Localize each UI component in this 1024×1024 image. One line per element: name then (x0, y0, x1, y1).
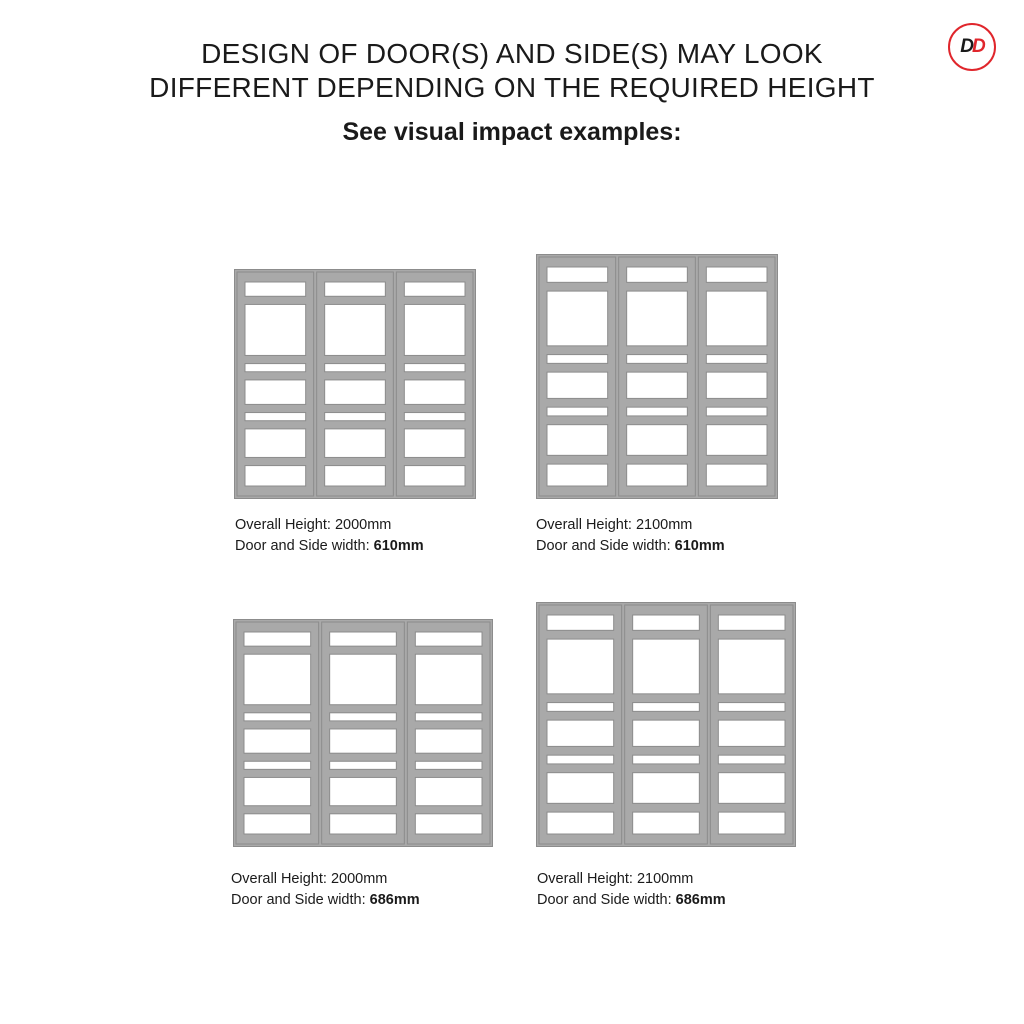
glass-pane (547, 615, 614, 630)
glass-pane (415, 654, 482, 705)
glass-pane (404, 466, 465, 486)
glass-pane (330, 632, 397, 646)
glass-pane (404, 282, 465, 296)
glass-pane (633, 755, 700, 764)
caption-height-label: Overall Height: (235, 517, 335, 533)
glass-pane (415, 632, 482, 646)
glass-pane (547, 639, 614, 694)
glass-pane (330, 713, 397, 721)
caption-height-value: 2100mm (636, 871, 694, 887)
glass-pane (706, 355, 767, 364)
glass-pane (633, 812, 700, 834)
glass-pane (718, 639, 785, 694)
glass-pane (547, 372, 608, 398)
subtitle: See visual impact examples: (342, 118, 682, 146)
brand-logo-text: DD (960, 36, 984, 57)
glass-pane (245, 413, 306, 421)
glass-pane (547, 703, 614, 712)
glass-pane (627, 372, 688, 398)
glass-pane (244, 777, 311, 805)
glass-pane (627, 407, 688, 416)
glass-pane (718, 703, 785, 712)
heading-line-2: DIFFERENT DEPENDING ON THE REQUIRED HEIGHT (149, 72, 875, 103)
glass-pane (244, 713, 311, 721)
glass-pane (718, 720, 785, 746)
caption-height-row (235, 515, 424, 536)
glass-pane (633, 615, 700, 630)
glass-pane (706, 291, 767, 346)
caption-width-value: 686mm (369, 892, 420, 908)
door-set-1 (234, 269, 476, 499)
glass-pane (244, 729, 311, 753)
glass-pane (547, 773, 614, 804)
door-set-4 (536, 602, 796, 847)
glass-pane (633, 703, 700, 712)
caption-width-row (536, 536, 725, 557)
glass-pane (245, 282, 306, 296)
caption-width-label: Door and Side width: (536, 538, 675, 554)
glass-pane (244, 632, 311, 646)
glass-pane (547, 291, 608, 346)
brand-logo (948, 23, 996, 71)
caption-width-value: 610mm (674, 538, 725, 554)
caption-width-value: 610mm (373, 538, 424, 554)
glass-pane (627, 464, 688, 486)
caption-height-row (537, 869, 726, 890)
glass-pane (627, 425, 688, 456)
caption-width-row (235, 536, 424, 557)
caption-height-row (536, 515, 725, 536)
glass-pane (244, 814, 311, 834)
caption-height-value: 2100mm (635, 517, 693, 533)
glass-pane (718, 615, 785, 630)
glass-pane (244, 761, 311, 769)
glass-pane (245, 380, 306, 404)
glass-pane (706, 425, 767, 456)
caption-4 (537, 869, 726, 911)
door-set-3 (233, 619, 493, 847)
glass-pane (325, 282, 386, 296)
glass-pane (404, 413, 465, 421)
glass-pane (706, 407, 767, 416)
glass-pane (404, 304, 465, 355)
glass-pane (547, 812, 614, 834)
glass-pane (633, 639, 700, 694)
glass-pane (706, 464, 767, 486)
glass-pane (330, 777, 397, 805)
glass-pane (330, 654, 397, 705)
caption-height-label: Overall Height: (231, 871, 331, 887)
caption-height-value: 2000mm (330, 871, 388, 887)
glass-pane (325, 364, 386, 372)
door-set-2 (536, 254, 778, 499)
glass-pane (404, 380, 465, 404)
glass-pane (325, 304, 386, 355)
glass-pane (415, 713, 482, 721)
glass-pane (325, 466, 386, 486)
glass-pane (325, 429, 386, 458)
glass-pane (245, 466, 306, 486)
caption-height-label: Overall Height: (537, 871, 637, 887)
glass-pane (718, 812, 785, 834)
glass-pane (415, 729, 482, 753)
glass-pane (547, 407, 608, 416)
caption-width-value: 686mm (675, 892, 726, 908)
glass-pane (547, 425, 608, 456)
glass-pane (633, 720, 700, 746)
glass-pane (633, 773, 700, 804)
glass-pane (415, 814, 482, 834)
glass-pane (404, 429, 465, 458)
glass-pane (330, 814, 397, 834)
glass-pane (330, 729, 397, 753)
caption-width-label: Door and Side width: (235, 538, 374, 554)
caption-1 (235, 515, 424, 557)
caption-width-label: Door and Side width: (537, 892, 676, 908)
glass-pane (415, 777, 482, 805)
heading (0, 37, 1024, 105)
glass-pane (325, 413, 386, 421)
glass-pane (706, 372, 767, 398)
caption-height-value: 2000mm (334, 517, 392, 533)
glass-pane (547, 720, 614, 746)
glass-pane (706, 267, 767, 282)
glass-pane (330, 761, 397, 769)
glass-pane (415, 761, 482, 769)
glass-pane (718, 755, 785, 764)
glass-pane (547, 755, 614, 764)
glass-pane (547, 355, 608, 364)
caption-width-row (231, 890, 420, 911)
caption-2 (536, 515, 725, 557)
glass-pane (627, 291, 688, 346)
heading-line-1: DESIGN OF DOOR(S) AND SIDE(S) MAY LOOK (201, 38, 823, 69)
caption-width-row (537, 890, 726, 911)
caption-height-row (231, 869, 420, 890)
glass-pane (325, 380, 386, 404)
glass-pane (245, 429, 306, 458)
glass-pane (718, 773, 785, 804)
caption-height-label: Overall Height: (536, 517, 636, 533)
glass-pane (547, 267, 608, 282)
glass-pane (627, 355, 688, 364)
caption-3 (231, 869, 420, 911)
glass-pane (547, 464, 608, 486)
glass-pane (404, 364, 465, 372)
glass-pane (244, 654, 311, 705)
glass-pane (627, 267, 688, 282)
glass-pane (245, 304, 306, 355)
caption-width-label: Door and Side width: (231, 892, 370, 908)
glass-pane (245, 364, 306, 372)
